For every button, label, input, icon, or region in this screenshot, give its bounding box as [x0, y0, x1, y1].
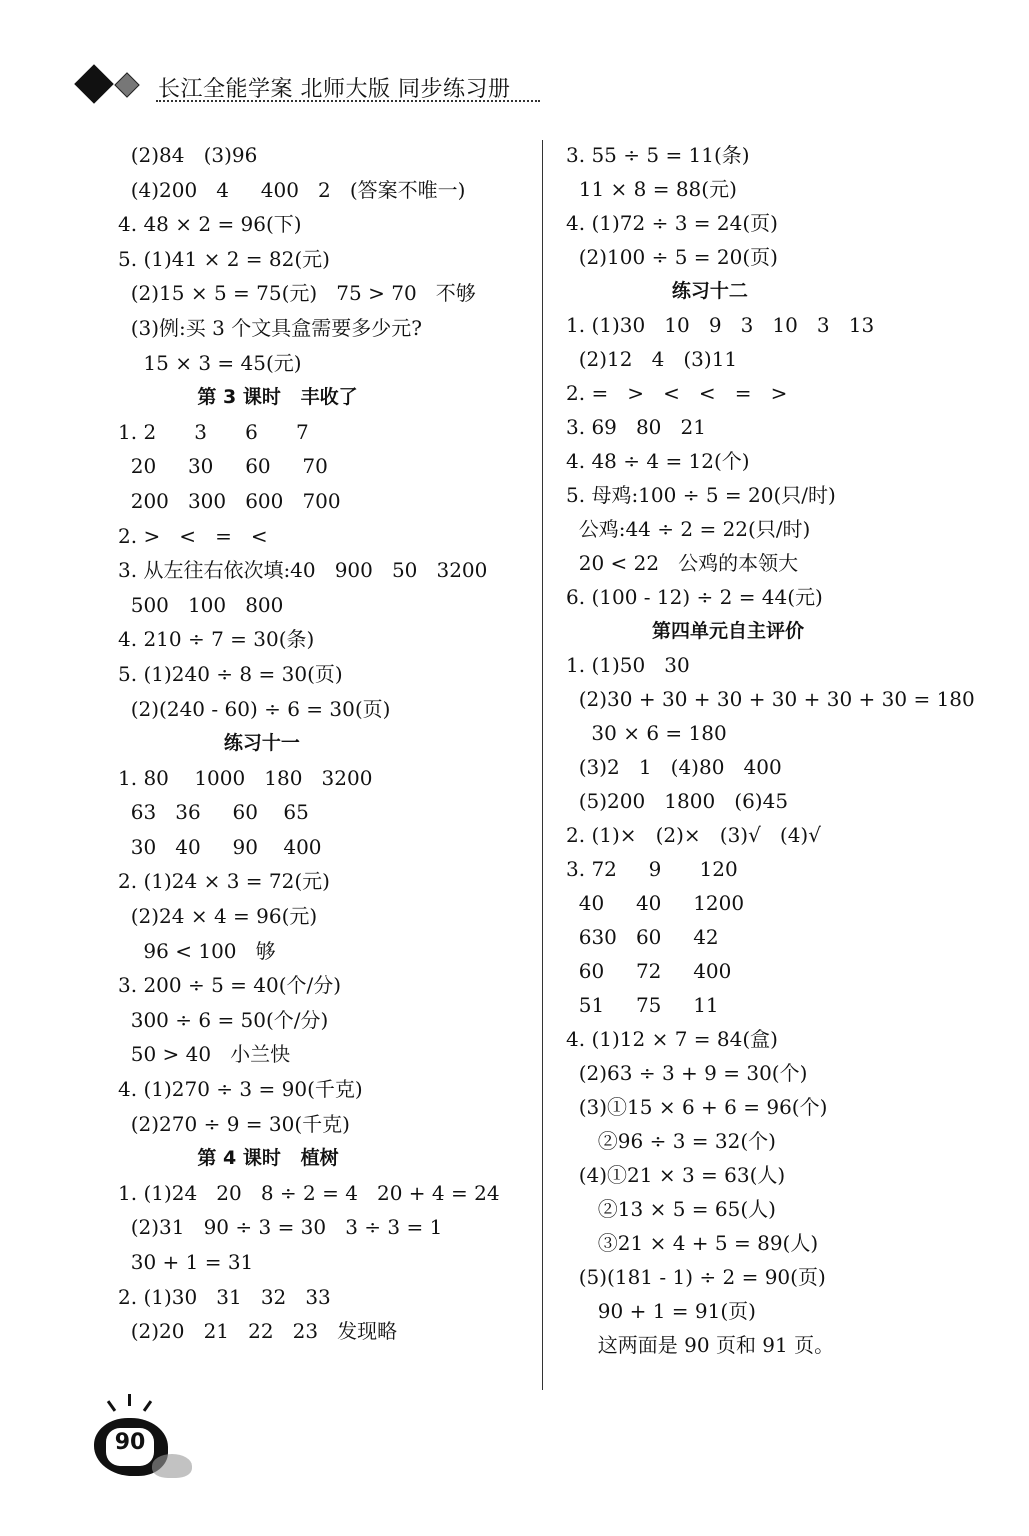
answer-line: 30 40 90 400 [118, 834, 322, 859]
answer-line: 3. 从左往右依次填:40 900 50 3200 [118, 558, 488, 583]
answer-line: 4. 210 ÷ 7 = 30(条) [118, 627, 315, 652]
answer-line: (4)200 4 400 2 (答案不唯一) [118, 177, 466, 202]
answer-line: (2)15 × 5 = 75(元) 75 > 70 不够 [118, 281, 476, 306]
answer-line: 300 ÷ 6 = 50(个/分) [118, 1007, 329, 1032]
header-dotted-rule [156, 100, 540, 102]
answer-line: 40 40 1200 [566, 891, 745, 915]
answer-line: 500 100 800 [118, 592, 284, 617]
answer-line: 4. 48 × 2 = 96(下) [118, 212, 302, 237]
answer-line: (3)2 1 (4)80 400 [566, 755, 782, 779]
answer-line: 50 > 40 小兰快 [118, 1042, 291, 1067]
answer-line: 3. 200 ÷ 5 = 40(个/分) [118, 973, 342, 998]
answer-line: (2)270 ÷ 9 = 30(千克) [118, 1111, 350, 1136]
answer-line: 4. (1)270 ÷ 3 = 90(千克) [118, 1077, 363, 1102]
left-answer-column [118, 138, 538, 1349]
answer-line: (2)100 ÷ 5 = 20(页) [566, 245, 778, 269]
answer-line: 4. 48 ÷ 4 = 12(个) [566, 449, 750, 473]
badge-ray-icon [128, 1394, 131, 1406]
answer-line: 30 × 6 = 180 [566, 721, 727, 745]
answer-line: 公鸡:44 ÷ 2 = 22(只/时) [566, 517, 811, 541]
answer-line: 4. (1)12 × 7 = 84(盒) [566, 1027, 778, 1051]
badge-shadow-icon [152, 1454, 192, 1478]
answer-line: ③21 × 4 + 5 = 89(人) [566, 1231, 819, 1255]
section-heading: 练习十二 [566, 280, 748, 302]
answer-line: (5)(181 - 1) ÷ 2 = 90(页) [566, 1265, 826, 1289]
answer-line: 2. (1)30 31 32 33 [118, 1284, 331, 1309]
page-number-badge [84, 1388, 204, 1488]
book-title: 长江全能学案 北师大版 同步练习册 [158, 77, 511, 102]
answer-line: 1. (1)50 30 [566, 653, 690, 677]
answer-line: (2)63 ÷ 3 + 9 = 30(个) [566, 1061, 808, 1085]
answer-line: (2)24 × 4 = 96(元) [118, 904, 318, 929]
section-heading: 第 3 课时 丰收了 [118, 386, 358, 409]
answer-line: 51 75 11 [566, 993, 719, 1017]
answer-line: 96 < 100 够 [118, 938, 276, 963]
answer-line: ②96 ÷ 3 = 32(个) [566, 1129, 776, 1153]
answer-line: 这两面是 90 页和 91 页。 [566, 1333, 835, 1357]
answer-line: 4. (1)72 ÷ 3 = 24(页) [566, 211, 778, 235]
section-heading: 第四单元自主评价 [566, 620, 804, 642]
answer-line: (4)①21 × 3 = 63(人) [566, 1163, 786, 1187]
answer-line: 2. = > < < = > [566, 381, 788, 405]
answer-line: (2)84 (3)96 [118, 143, 258, 167]
answer-line: 3. 69 80 21 [566, 415, 706, 439]
answer-line: 1. 80 1000 180 3200 [118, 765, 373, 790]
answer-line: 3. 72 9 120 [566, 857, 738, 881]
answer-line: (2)31 90 ÷ 3 = 30 3 ÷ 3 = 1 [118, 1215, 443, 1240]
answer-line: 2. (1)× (2)× (3)√ (4)√ [566, 823, 821, 847]
answer-line: 60 72 400 [566, 959, 732, 983]
answer-line: 2. (1)24 × 3 = 72(元) [118, 869, 330, 894]
answer-line: 3. 55 ÷ 5 = 11(条) [566, 143, 750, 167]
answer-line: 2. > < = < [118, 523, 268, 548]
answer-line: 20 30 60 70 [118, 454, 328, 479]
answer-line: (3)例:买 3 个文具盒需要多少元? [118, 315, 422, 340]
diamond-icon [74, 64, 114, 104]
badge-ray-icon [143, 1400, 152, 1412]
answer-line: 5. (1)41 × 2 = 82(元) [118, 246, 330, 271]
answer-line: (2)12 4 (3)11 [566, 347, 738, 371]
answer-line: 30 + 1 = 31 [118, 1250, 254, 1274]
answer-line: ②13 × 5 = 65(人) [566, 1197, 776, 1221]
answer-line: 630 60 42 [566, 925, 719, 949]
answer-line: (2)20 21 22 23 发现略 [118, 1319, 398, 1344]
right-answer-column [566, 138, 1006, 1362]
page-number: 90 [114, 1430, 146, 1455]
answer-line: 11 × 8 = 88(元) [566, 177, 737, 201]
small-diamond-icon [114, 72, 139, 97]
answer-line: 63 36 60 65 [118, 800, 309, 825]
answer-line: 1. (1)30 10 9 3 10 3 13 [566, 313, 875, 337]
answer-line: (2)30 + 30 + 30 + 30 + 30 + 30 = 180 [566, 687, 975, 711]
answer-line: 20 < 22 公鸡的本领大 [566, 551, 799, 575]
answer-line: (5)200 1800 (6)45 [566, 789, 789, 813]
answer-line: 15 × 3 = 45(元) [118, 350, 302, 375]
answer-line: 1. 2 3 6 7 [118, 419, 309, 444]
answer-line: 90 + 1 = 91(页) [566, 1299, 756, 1323]
answer-line: (3)①15 × 6 + 6 = 96(个) [566, 1095, 828, 1119]
answer-line: (2)(240 - 60) ÷ 6 = 30(页) [118, 696, 391, 721]
page-header [72, 58, 552, 110]
answer-line: 5. (1)240 ÷ 8 = 30(页) [118, 661, 343, 686]
answer-line: 5. 母鸡:100 ÷ 5 = 20(只/时) [566, 483, 836, 507]
answer-line: 1. (1)24 20 8 ÷ 2 = 4 20 + 4 = 24 [118, 1180, 500, 1205]
answer-line: 6. (100 - 12) ÷ 2 = 44(元) [566, 585, 823, 609]
badge-ray-icon [107, 1400, 116, 1412]
column-divider [542, 140, 543, 1390]
section-heading: 第 4 课时 植树 [118, 1147, 339, 1170]
section-heading: 练习十一 [118, 732, 300, 755]
answer-line: 200 300 600 700 [118, 488, 341, 513]
